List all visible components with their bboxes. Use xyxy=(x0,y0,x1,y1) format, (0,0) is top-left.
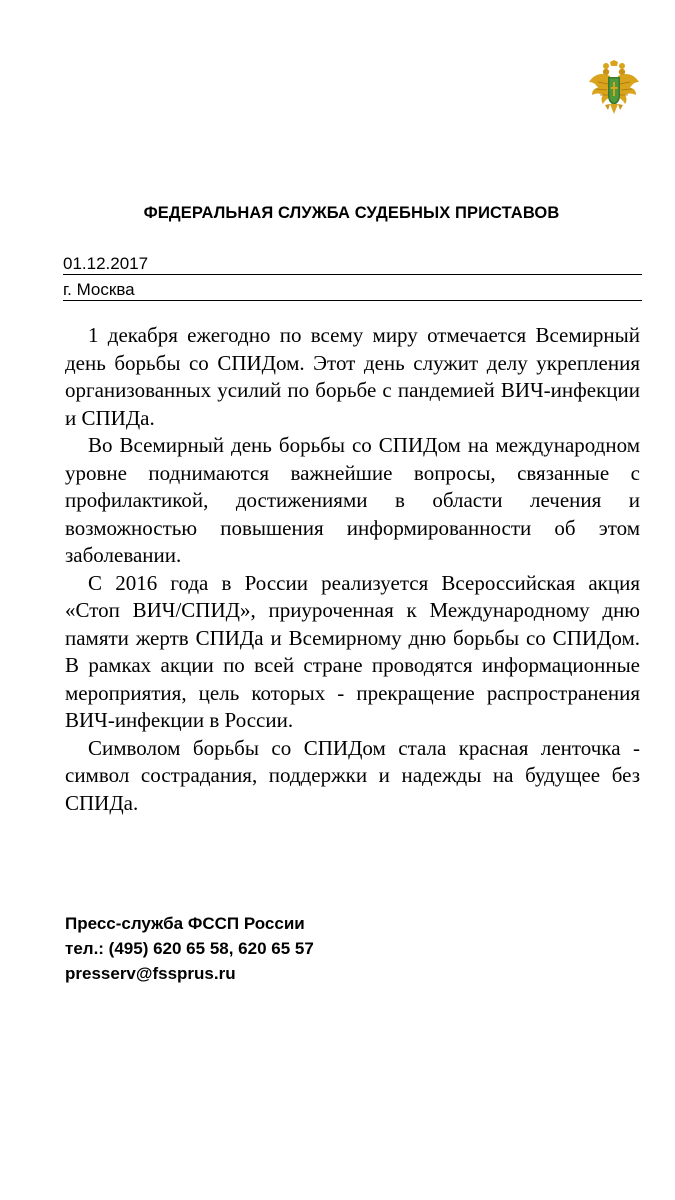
document-date: 01.12.2017 xyxy=(63,254,642,275)
article-body xyxy=(65,322,640,817)
document-city: г. Москва xyxy=(63,280,642,301)
press-email: presserv@fssprus.ru xyxy=(65,964,236,983)
press-service-name: Пресс-служба ФССП России xyxy=(65,914,305,933)
press-contacts xyxy=(65,911,314,986)
article-paragraph: Символом борьбы со СПИДом стала красная ленточка - символ сострадания, поддержки и надежды на будущее без СПИДа. xyxy=(65,735,640,815)
agency-title: ФЕДЕРАЛЬНАЯ СЛУЖБА СУДЕБНЫХ ПРИСТАВОВ xyxy=(143,204,560,222)
article-paragraph: Во Всемирный день борьбы со СПИДом на международном уровне поднимаются важнейшие вопросы, связанные с профилактикой, достижениями в области лечения и возможностью повышения информированности об этом заболевании. xyxy=(65,433,640,567)
article-paragraph: 1 декабря ежегодно по всему миру отмечается Всемирный день борьбы со СПИДом. Этот день служит делу укрепления организованных усилий по борьбе с пандемией ВИЧ-инфекции и СПИДа. xyxy=(65,323,640,430)
press-phone: тел.: (495) 620 65 58, 620 65 57 xyxy=(65,939,314,958)
eagle-emblem-icon xyxy=(588,60,640,116)
article-paragraph: С 2016 года в России реализуется Всероссийская акция «Стоп ВИЧ/СПИД», приуроченная к Международному дню памяти жертв СПИДа и Всемирному дню борьбы со СПИДом. В рамках акции по всей стране проводятся информационные мероприятия, цель которых - прекращение распространения ВИЧ-инфекции в России. xyxy=(65,570,640,732)
